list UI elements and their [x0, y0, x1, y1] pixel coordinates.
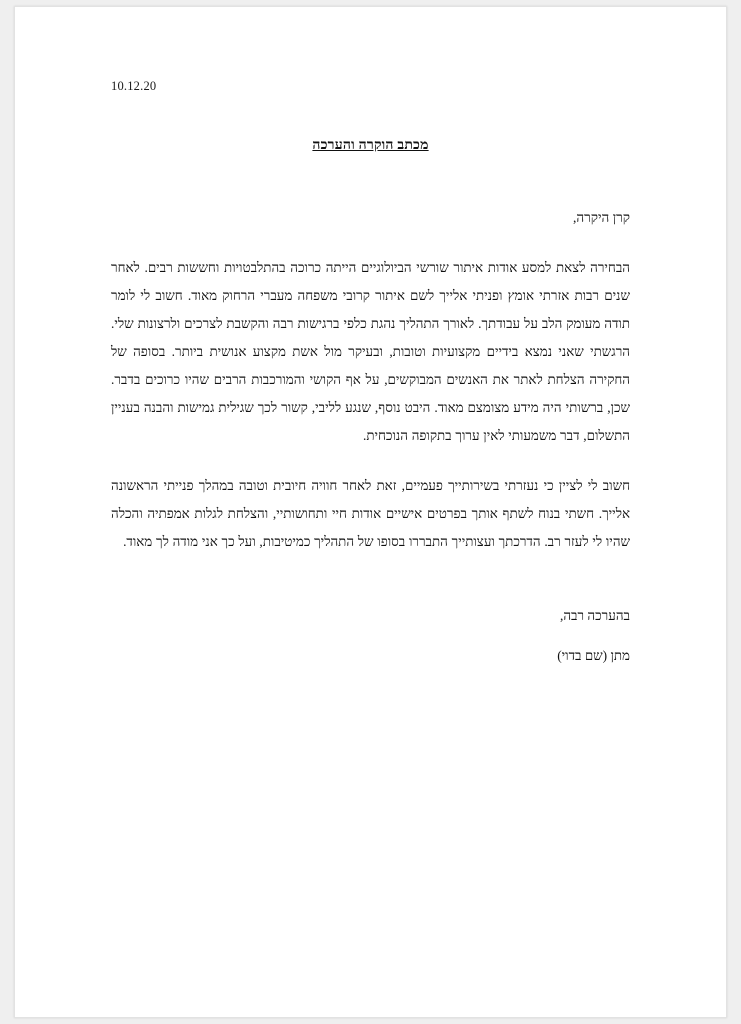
document-body [111, 79, 630, 664]
salutation-line: קרן היקרה, [573, 210, 630, 225]
document-date: 10.12.20 [111, 79, 157, 93]
closing-line: בהערכה רבה, [560, 608, 630, 623]
signature-line: מתן (שם בדוי) [557, 648, 630, 663]
document-page [14, 6, 727, 1018]
document-title: מכתב הוקרה והערכה [312, 138, 429, 153]
body-paragraph-2: חשוב לי לציין כי נעזרתי בשירותייך פעמיים, זאת לאחר חוויה חיובית וטובה במהלך פנייתי הראשונה אלייך. חשתי בנוח לשתף אותך בפרטים אישיים אודות חיי ותחושותיי, והצלחת לגלות אמפתיה והכלה שהיו לי לעזר רב. הדרכתך ועצותייך התבררו בסופו של התהליך כמיטיבות, ועל כך אני מודה לך מאוד. [111, 478, 630, 549]
body-paragraph-1: הבחירה לצאת למסע אודות איתור שורשי הביולוגיים הייתה כרוכה בהתלבטויות וחששות רבים. לאחר שנים רבות אזרתי אומץ ופניתי אלייך לשם איתור קרובי משפחה מעברי הרחוק מאוד. חשוב לי לומר תודה מעומק הלב על עבודתך. לאורך התהליך נהגת כלפי ברגישות רבה והקשבת לצרכים ולרצונות שלי. הרגשתי שאני נמצא בידיים מקצועיות וטובות, ובעיקר מול אשת מקצוע אנושית ביותר. בסופה של החקירה הצלחת לאתר את האנשים המבוקשים, על אף הקושי והמורכבות הרבים שהיו כרוכים בדבר. שכן, ברשותי היה מידע מצומצם מאוד. היבט נוסף, שנגע לליבי, קשור לכך שגילית גמישות והבנה בעניין התשלום, דבר משמעותי לאין ערוך בתקופה הנוכחית. [111, 260, 630, 443]
